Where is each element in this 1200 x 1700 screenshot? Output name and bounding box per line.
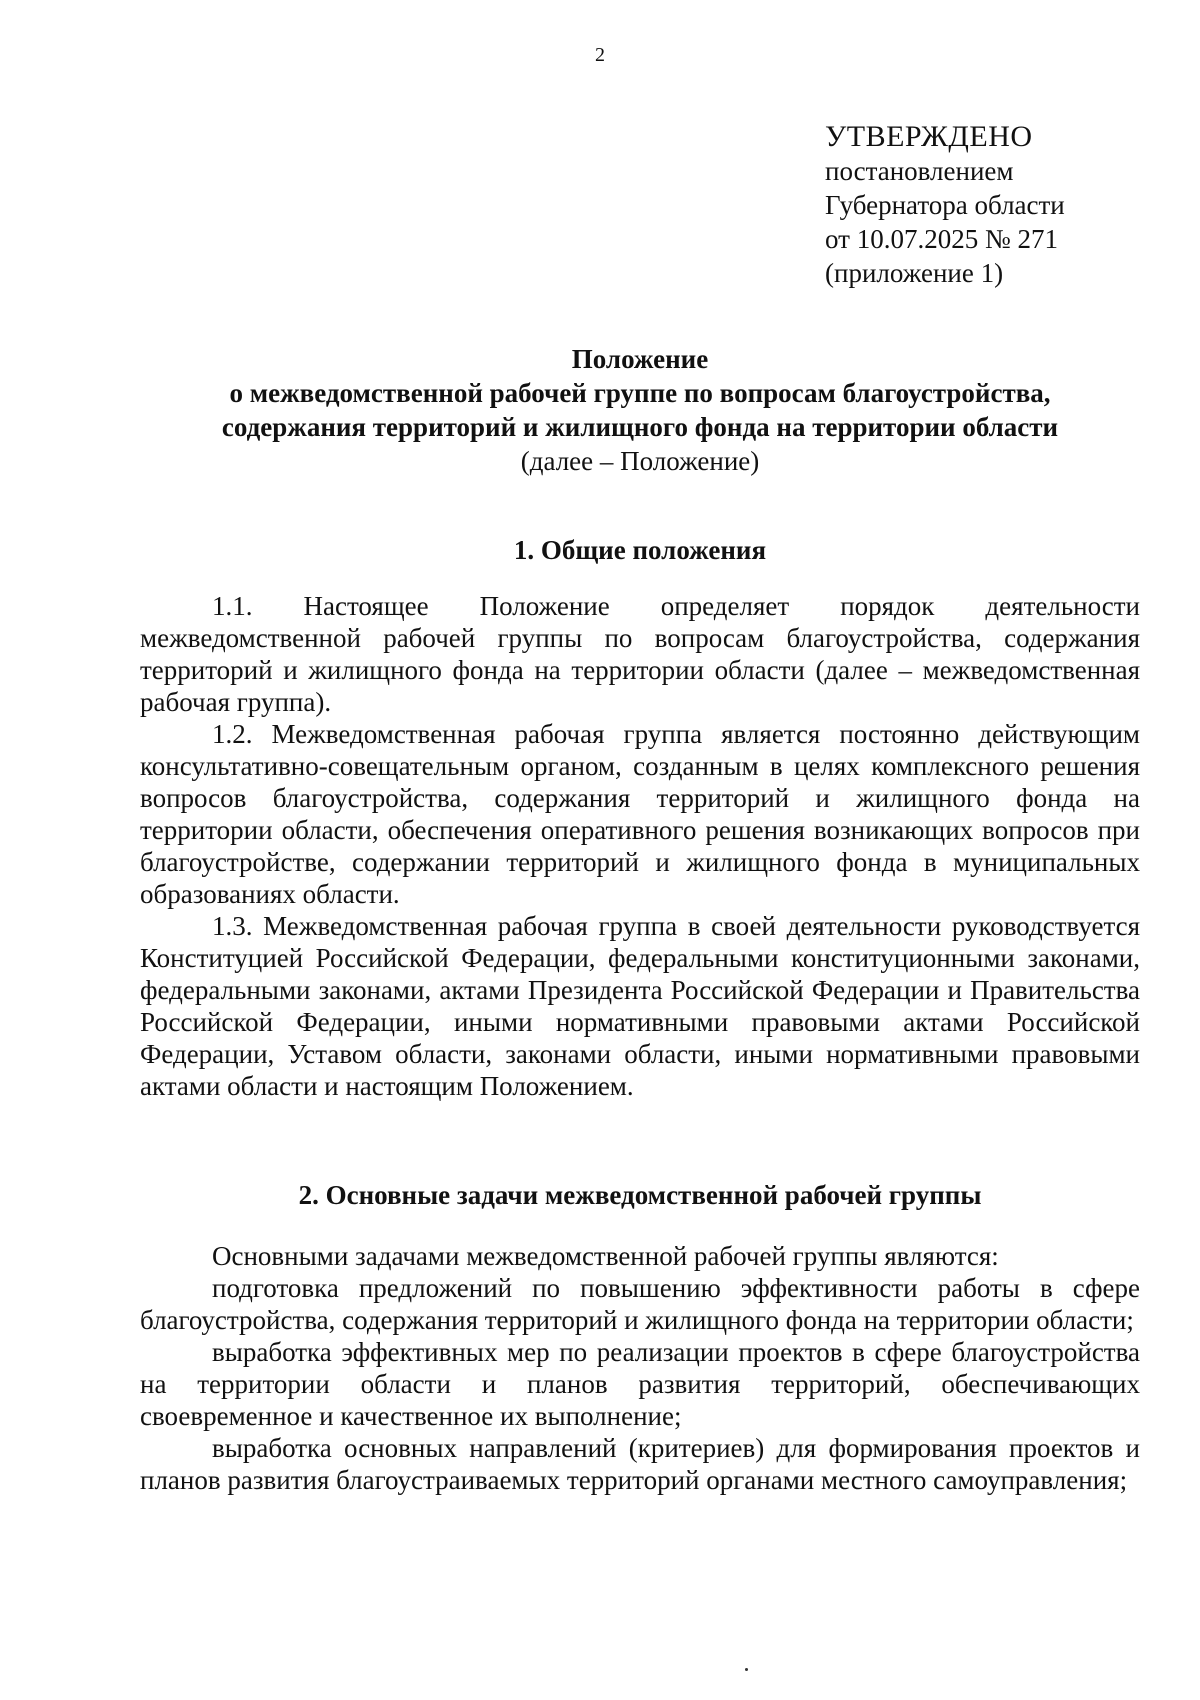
section-body-general bbox=[140, 590, 1140, 1102]
paragraph: выработка эффективных мер по реализации проектов в сфере благоустройства на территории области и планов развития территорий, обеспечивающих своевременное и качественное их выполнение; bbox=[140, 1337, 1140, 1431]
paragraph: выработка основных направлений (критериев) для формирования проектов и планов развития благоустраиваемых территорий органами местного самоуправления; bbox=[140, 1433, 1140, 1495]
section-heading-tasks: 2. Основные задачи межведомственной рабочей группы bbox=[298, 1180, 982, 1210]
section-heading-general: 1. Общие положения bbox=[513, 535, 767, 565]
approval-line: от 10.07.2025 № 271 bbox=[825, 224, 1058, 254]
document-title: Положение bbox=[571, 344, 709, 374]
paragraph: Основными задачами межведомственной рабочей группы являются: bbox=[212, 1241, 999, 1271]
approval-line: постановлением bbox=[825, 156, 1014, 186]
scan-speck bbox=[745, 1668, 748, 1671]
approval-line: Губернатора области bbox=[825, 190, 1065, 220]
approval-stamp-block bbox=[825, 120, 1165, 290]
paragraph: 1.2. Межведомственная рабочая группа является постоянно действующим консультативно-совещательным органом, созданным в целях комплексного решения вопросов благоустройства, содержания территорий и жилищного фонда на территории области, обеспечения оперативного решения возникающих вопросов при благоустройстве, содержании территорий и жилищного фонда в муниципальных образованиях области. bbox=[140, 719, 1140, 909]
approval-heading: УТВЕРЖДЕНО bbox=[825, 120, 1033, 153]
paragraph: 1.3. Межведомственная рабочая группа в своей деятельности руководствуется Конституцией Российской Федерации, федеральными конституционными законами, федеральными законами, актами Президента Российской Федерации и Правительства Российской Федерации, иными нормативными правовыми актами Российской Федерации, Уставом области, законами области, иными нормативными правовыми актами области и настоящим Положением. bbox=[140, 911, 1140, 1101]
document-subtitle-note: (далее – Положение) bbox=[520, 446, 760, 476]
paragraph: 1.1. Настоящее Положение определяет порядок деятельности межведомственной рабочей группы по вопросам благоустройства, содержания территорий и жилищного фонда на территории области (далее – межведомственная рабочая группа). bbox=[140, 591, 1140, 717]
document-subtitle-line: о межведомственной рабочей группе по вопросам благоустройства, bbox=[229, 378, 1051, 408]
section-body-tasks bbox=[140, 1240, 1140, 1496]
approval-line: (приложение 1) bbox=[825, 258, 1004, 288]
document-subtitle-line: содержания территорий и жилищного фонда на территории области bbox=[221, 412, 1059, 442]
page-number: 2 bbox=[595, 44, 605, 66]
paragraph: подготовка предложений по повышению эффективности работы в сфере благоустройства, содержания территорий и жилищного фонда на территории области; bbox=[140, 1273, 1140, 1335]
document-title-block bbox=[140, 342, 1140, 478]
